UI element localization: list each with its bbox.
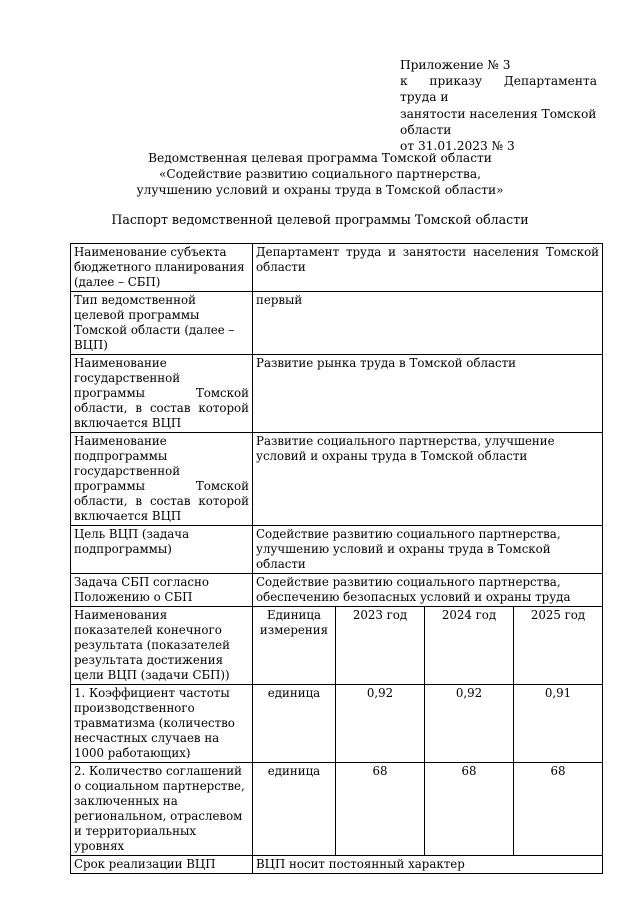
- program-title-line: улучшению условий и охраны труда в Томской области»: [136, 183, 504, 197]
- row-label: Наименование подпрограммы государственной программы Томской области, в состав которой включается ВЦП: [71, 433, 253, 526]
- indicator-row: [71, 763, 603, 856]
- term-value: ВЦП носит постоянный характер: [253, 856, 603, 874]
- indicator-value: 0,91: [514, 685, 603, 763]
- program-title: [60, 150, 580, 198]
- row-value: первый: [253, 292, 603, 355]
- table-row: [71, 856, 603, 874]
- indicator-value: 0,92: [336, 685, 425, 763]
- year-header: 2024 год: [425, 607, 514, 685]
- indicator-row: [71, 685, 603, 763]
- indicators-header-row: [71, 607, 603, 685]
- indicator-value: 68: [336, 763, 425, 856]
- row-label: Тип ведомственной целевой программы Томской области (далее – ВЦП): [71, 292, 253, 355]
- term-label: Срок реализации ВЦП: [71, 856, 253, 874]
- indicator-unit: единица: [253, 685, 336, 763]
- indicator-name: 2. Количество соглашений о социальном партнерстве, заключенных на региональном, отраслевом и территориальных уровнях: [71, 763, 253, 856]
- row-label: Задача СБП согласно Положению о СБП: [71, 574, 253, 607]
- table-row: [71, 574, 603, 607]
- table-row: [71, 526, 603, 574]
- indicator-name: 1. Коэффициент частоты производственного травматизма (количество несчастных случаев на 1000 работающих): [71, 685, 253, 763]
- program-title-line: «Содействие развитию социального партнерства,: [158, 167, 482, 181]
- appendix-order-ref: к приказу Департамента труда и: [400, 74, 597, 105]
- row-value: Содействие развитию социального партнерства, улучшению условий и охраны труда в Томской области: [253, 526, 603, 574]
- passport-title: Паспорт ведомственной целевой программы Томской области: [111, 212, 529, 227]
- indicator-value: 68: [425, 763, 514, 856]
- appendix-number: Приложение № 3: [400, 58, 511, 72]
- indicator-value: 68: [514, 763, 603, 856]
- table-row: [71, 292, 603, 355]
- indicators-header-label: Наименования показателей конечного результата (показателей результата достижения цели ВЦП (задачи СБП)): [71, 607, 253, 685]
- row-value: Содействие развитию социального партнерства, обеспечению безопасных условий и охраны труда: [253, 574, 603, 607]
- year-header: 2023 год: [336, 607, 425, 685]
- row-value: Развитие рынка труда в Томской области: [253, 355, 603, 433]
- appendix-region: области: [400, 122, 452, 137]
- appendix-department: занятости населения Томской: [400, 106, 597, 121]
- row-label: Наименование субъекта бюджетного планирования (далее – СБП): [71, 244, 253, 292]
- table-row: [71, 355, 603, 433]
- row-value: Развитие социального партнерства, улучшение условий и охраны труда в Томской области: [253, 433, 603, 526]
- table-row: [71, 433, 603, 526]
- year-header: 2025 год: [514, 607, 603, 685]
- indicator-unit: единица: [253, 763, 336, 856]
- appendix-block: [400, 57, 597, 154]
- row-label: Наименование государственной программы Томской области, в состав которой включается ВЦП: [71, 355, 253, 433]
- row-label: Цель ВЦП (задача подпрограммы): [71, 526, 253, 574]
- appendix-date: от 31.01.2023 № 3: [400, 139, 515, 154]
- indicator-value: 0,92: [425, 685, 514, 763]
- program-title-line: Ведомственная целевая программа Томской области: [148, 151, 492, 165]
- table-row: [71, 244, 603, 292]
- row-value: Департамент труда и занятости населения Томской области: [253, 244, 603, 292]
- passport-table: [70, 243, 603, 874]
- unit-header: Единица измерения: [253, 607, 336, 685]
